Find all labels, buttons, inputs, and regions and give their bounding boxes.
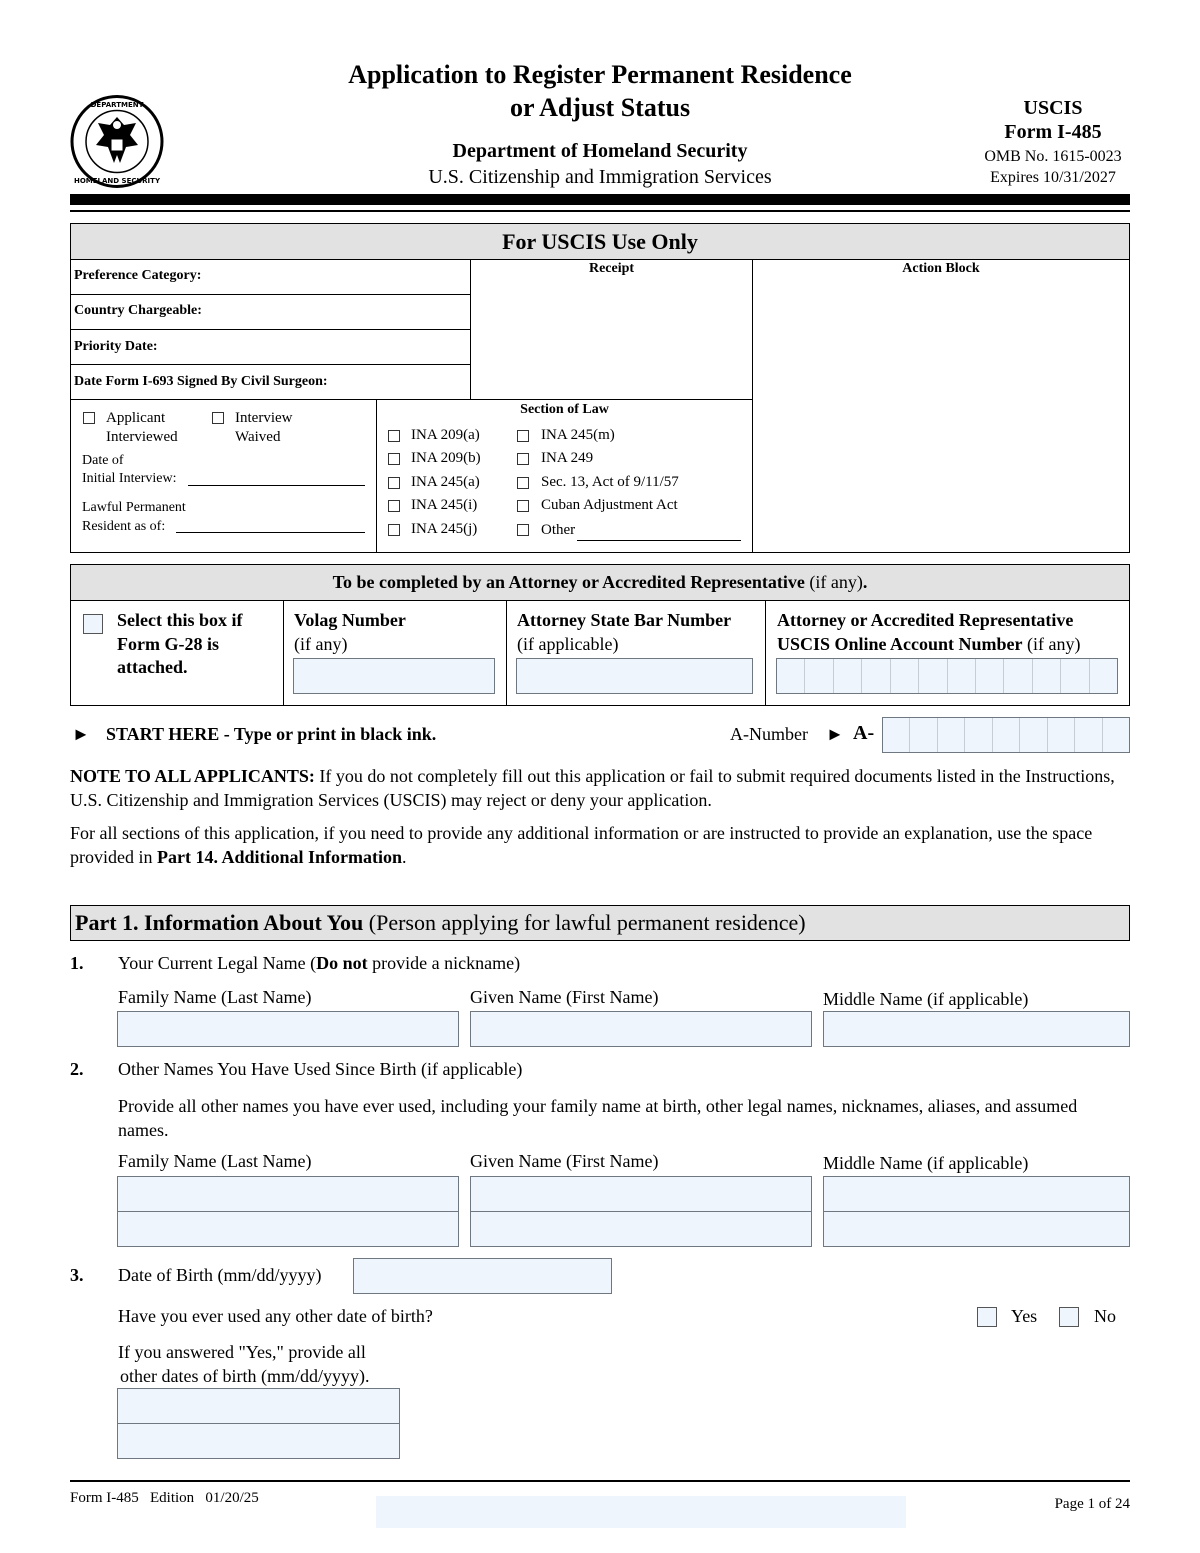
part1-title-bold: Part 1. Information About You [75,910,364,935]
ina-245i-checkbox[interactable] [388,500,400,512]
online-account-sublabel: (if any) [1027,634,1081,654]
note-bold: NOTE TO ALL APPLICANTS: [70,766,315,786]
date-of-birth-input[interactable] [353,1258,612,1294]
volag-label: Volag Number [294,610,406,630]
applicant-interviewed-checkbox[interactable] [83,412,95,424]
q1-middle-name-label: Middle Name (if applicable) [823,989,1029,1009]
footer-page-number: Page 1 of 24 [1054,1496,1130,1512]
other-family-name-input-2[interactable] [117,1211,459,1247]
agency-name: U.S. Citizenship and Immigration Services [428,166,772,188]
part1-header [70,905,1130,941]
footer-edition-date: 01/20/25 [205,1490,259,1506]
header-thin-rule [70,210,1130,212]
i693-date-label: Date Form I-693 Signed By Civil Surgeon: [74,374,328,389]
family-name-input[interactable] [117,1011,459,1047]
sections-note [70,821,1130,869]
g28-attached-checkbox[interactable] [83,614,103,634]
ina-209a-checkbox[interactable] [388,430,400,442]
footer-edition-label: Edition [150,1490,195,1506]
a-number-input[interactable] [882,717,1130,753]
attorney-header [71,565,1129,601]
online-account-label-bold: USCIS Online Account Number [777,634,1023,654]
q2-middle-name-label: Middle Name (if applicable) [823,1153,1029,1173]
cuban-adjustment-label: Cuban Adjustment Act [541,497,678,513]
g28-label-2: Form G-28 is [117,634,219,654]
divider [506,600,507,706]
q2-family-name-label: Family Name (Last Name) [118,1151,312,1171]
divider [765,600,766,706]
q2-description: Provide all other names you have ever used, including your family name at birth, other legal names, nicknames, aliases, and assumed names. [118,1096,1078,1140]
other-law-checkbox[interactable] [517,524,529,536]
sec13-label: Sec. 13, Act of 9/11/57 [541,474,679,490]
uscis-use-title: For USCIS Use Only [71,224,1129,260]
q2-given-name-label: Given Name (First Name) [470,1151,659,1171]
divider [70,294,470,295]
attorney-header-period: . [862,572,868,592]
other-dob-no-checkbox[interactable] [1059,1307,1079,1327]
other-middle-name-input-2[interactable] [823,1211,1130,1247]
volag-sublabel: (if any) [294,634,348,654]
q1-number: 1. [70,953,84,973]
g28-label-1: Select this box if [117,610,243,630]
q1-family-name-label: Family Name (Last Name) [118,987,312,1007]
other-dob-input-2[interactable] [117,1423,400,1459]
other-family-name-input-1[interactable] [117,1176,459,1212]
q2-label: Other Names You Have Used Since Birth (if applicable) [118,1059,523,1079]
date-initial-interview-label: Date of [82,453,124,468]
a-number-label: A-Number [730,724,808,744]
divider [470,259,471,400]
sec13-checkbox[interactable] [517,477,529,489]
footer-form-edition [70,1490,259,1507]
q2-number: 2. [70,1059,84,1079]
note-text: If you do not completely fill out this application or fail to submit required documents listed in the Instructions, U.S. Citizenship and Immigration Services (USCIS) may reject or deny your application. [70,766,1115,810]
ina-245j-checkbox[interactable] [388,524,400,536]
other-middle-name-input-1[interactable] [823,1176,1130,1212]
footer-rule [70,1480,1130,1482]
ina-245a-checkbox[interactable] [388,477,400,489]
ina-245i-label: INA 245(i) [411,497,478,513]
priority-date-label: Priority Date: [74,339,158,354]
other-dob-question: Have you ever used any other date of birth? [118,1306,433,1326]
omb-number: OMB No. 1615-0023 [984,148,1122,165]
q1-post: provide a nickname) [367,953,521,973]
online-account-number-input[interactable] [776,658,1118,694]
note-to-applicants [70,764,1130,812]
interview-waived-label-2: Waived [235,429,281,445]
q1-pre: Your Current Legal Name ( [118,953,317,973]
ina-209a-label: INA 209(a) [411,427,480,443]
action-block-label: Action Block [902,261,980,276]
interview-waived-checkbox[interactable] [212,412,224,424]
other-given-name-input-1[interactable] [470,1176,812,1212]
other-dob-input-1[interactable] [117,1388,400,1424]
q1-label [118,953,520,974]
a-number-prefix: A- [853,722,875,744]
form-id: Form I-485 [1004,121,1102,143]
uscis-label: USCIS [1023,97,1083,119]
start-here-text: START HERE - Type or print in black ink. [106,724,437,744]
divider [283,600,284,706]
given-name-input[interactable] [470,1011,812,1047]
other-dob-instruction-2: other dates of birth (mm/dd/yyyy). [120,1366,370,1386]
svg-text:DEPARTMENT: DEPARTMENT [90,101,144,109]
form-title-line2: or Adjust Status [509,93,691,122]
applicant-interviewed-label: Applicant [106,410,166,426]
lpr-date-line[interactable] [176,532,365,533]
divider [752,259,753,553]
lpr-label-2: Resident as of: [82,519,166,534]
department-name: Department of Homeland Security [452,140,748,162]
country-chargeable-label: Country Chargeable: [74,303,202,318]
initial-interview-line[interactable] [188,485,365,486]
ina-249-checkbox[interactable] [517,453,529,465]
expiration-date: Expires 10/31/2027 [990,169,1116,186]
g28-label-3: attached. [117,657,188,677]
start-arrow-icon: ► [72,724,90,744]
ina-245j-label: INA 245(j) [411,521,478,537]
q3-number: 3. [70,1265,84,1285]
receipt-label: Receipt [588,261,635,276]
bar-number-input[interactable] [516,658,753,694]
middle-name-input[interactable] [823,1011,1130,1047]
online-account-label-1: Attorney or Accredited Representative [777,610,1074,630]
preference-category-label: Preference Category: [74,268,202,283]
seal-icon [68,95,166,188]
divider [376,399,377,553]
section-of-law-label: Section of Law [520,402,609,417]
divider [70,399,752,400]
ina-245m-label: INA 245(m) [541,427,615,443]
sections-text: For all sections of this application, if you need to provide any additional information or are instructed to provide an explanation, use the space provided in [70,823,1093,867]
other-law-line[interactable] [577,540,741,541]
attorney-header-bold: To be completed by an Attorney or Accredited Representative [332,572,805,592]
a-number-arrow-icon: ► [826,724,844,744]
attorney-header-normal: (if any) [809,572,863,592]
ina-209b-checkbox[interactable] [388,453,400,465]
bar-number-label: Attorney State Bar Number [517,610,732,630]
other-dob-yes-label: Yes [1011,1306,1038,1326]
barcode-field[interactable] [376,1496,906,1528]
dhs-seal [68,95,166,188]
divider [70,364,470,365]
header-thick-rule [70,194,1130,205]
other-dob-instruction-1: If you answered "Yes," provide all [118,1342,366,1362]
other-law-label: Other [541,522,576,538]
ina-209b-label: INA 209(b) [411,450,481,466]
other-given-name-input-2[interactable] [470,1211,812,1247]
cuban-adjustment-checkbox[interactable] [517,500,529,512]
q1-given-name-label: Given Name (First Name) [470,987,659,1007]
form-title-line1: Application to Register Permanent Residence [348,60,852,89]
ina-245m-checkbox[interactable] [517,430,529,442]
applicant-interviewed-label-2: Interviewed [106,429,178,445]
ina-245a-label: INA 245(a) [411,474,480,490]
date-initial-interview-label-2: Initial Interview: [82,471,177,486]
footer-form-id: Form I-485 [70,1490,139,1506]
divider [70,329,470,330]
bar-number-sublabel: (if applicable) [517,634,619,654]
ina-249-label: INA 249 [541,450,594,466]
sections-bold: Part 14. Additional Information [157,847,403,867]
online-account-label-2 [777,634,1081,655]
volag-number-input[interactable] [293,658,495,694]
part1-title-normal: (Person applying for lawful permanent residence) [363,910,806,935]
interview-waived-label: Interview [235,410,293,426]
other-dob-yes-checkbox[interactable] [977,1307,997,1327]
lpr-label: Lawful Permanent [82,500,186,515]
q1-bold: Do not [316,953,368,973]
sections-end: . [402,847,407,867]
svg-text:HOMELAND SECURITY: HOMELAND SECURITY [73,177,161,185]
q3-label: Date of Birth (mm/dd/yyyy) [118,1265,322,1285]
other-dob-no-label: No [1094,1306,1116,1326]
